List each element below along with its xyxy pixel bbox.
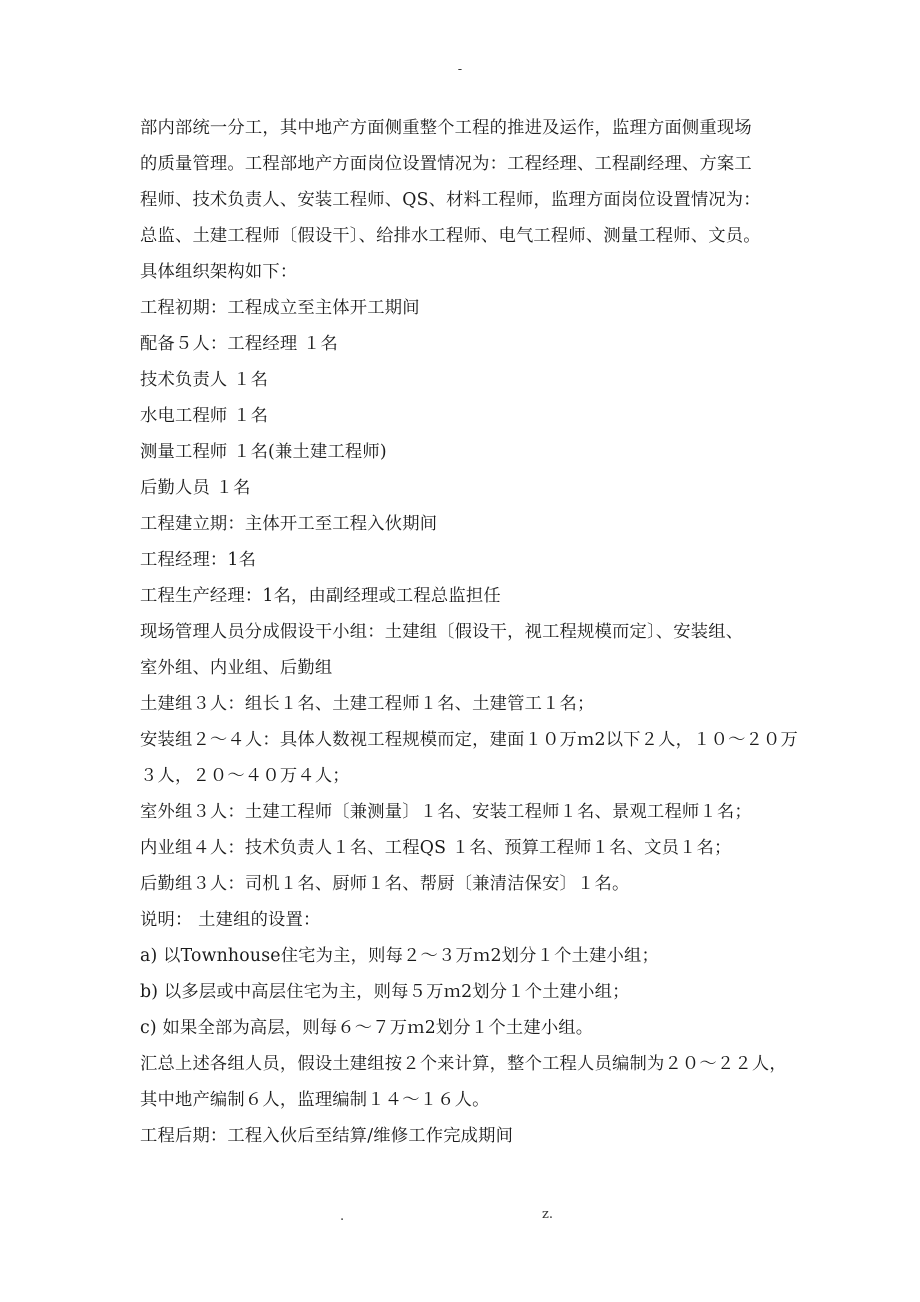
staff-line: 技术负责人 １名 [140, 370, 269, 390]
paragraph-line: 总监、土建工程师〔假设干〕、给排水工程师、电气工程师、测量工程师、文员。 [140, 226, 761, 246]
footer-right-mark: z. [542, 1207, 553, 1222]
paragraph-line: 程师、技术负责人、安装工程师、QS、材料工程师，监理方面岗位设置情况为： [140, 190, 761, 210]
staff-line: 工程生产经理：1名，由副经理或工程总监担任 [140, 586, 501, 606]
staff-line: 水电工程师 １名 [140, 406, 269, 426]
staff-line: 测量工程师 １名(兼土建工程师) [140, 442, 387, 462]
group-line: 安装组２～４人：具体人数视工程规模而定，建面１０万ｍ2以下２人，１０～２０万 [140, 730, 799, 750]
section-heading-late-phase: 工程后期：工程入伙后至结算/维修工作完成期间 [140, 1126, 514, 1146]
paragraph-line: 室外组、内业组、后勤组 [140, 658, 333, 678]
section-heading-construction-phase: 工程建立期：主体开工至工程入伙期间 [140, 514, 438, 534]
paragraph-line: 部内部统一分工，其中地产方面侧重整个工程的推进及运作，监理方面侧重现场 [140, 118, 752, 138]
paragraph-line: 其中地产编制６人，监理编制１４～１６人。 [140, 1090, 490, 1110]
list-item: c) 如果全部为高层，则每６～７万ｍ2划分１个土建小组。 [140, 1018, 594, 1038]
section-heading-early-phase: 工程初期：工程成立至主体开工期间 [140, 298, 420, 318]
paragraph-line: 的质量管理。工程部地产方面岗位设置情况为：工程经理、工程副经理、方案工 [140, 154, 752, 174]
document-body [140, 110, 799, 1154]
group-line: 内业组４人：技术负责人１名、工程QS １名、预算工程师１名、文员１名； [140, 838, 732, 858]
group-line: ３人，２０～４０万４人； [140, 766, 350, 786]
group-line: 土建组３人：组长１名、土建工程师１名、土建管工１名； [140, 694, 595, 714]
staff-line: 工程经理：1名 [140, 550, 257, 570]
paragraph-line: 现场管理人员分成假设干小组：土建组〔假设干，视工程规模而定〕、安装组、 [140, 622, 744, 642]
list-item: b) 以多层或中高层住宅为主，则每５万ｍ2划分１个土建小组； [140, 982, 630, 1002]
list-item: a) 以Townhouse住宅为主，则每２～３万ｍ2划分１个土建小组； [140, 946, 659, 966]
group-line: 后勤组３人：司机１名、厨师１名、帮厨〔兼清洁保安〕１名。 [140, 874, 630, 894]
footer-left-mark: . [340, 1209, 345, 1224]
note-heading: 说明： 土建组的设置： [140, 910, 321, 930]
paragraph-line: 具体组织架构如下： [140, 262, 298, 282]
staff-line: 后勤人员 １名 [140, 478, 251, 498]
paragraph-line: 汇总上述各组人员，假设土建组按２个来计算，整个工程人员编制为２０～２２人， [140, 1054, 787, 1074]
header-mark: - [457, 62, 463, 77]
staff-line: 配备５人：工程经理 １名 [140, 334, 338, 354]
group-line: 室外组３人：土建工程师〔兼测量〕１名、安装工程师１名、景观工程师１名； [140, 802, 752, 822]
